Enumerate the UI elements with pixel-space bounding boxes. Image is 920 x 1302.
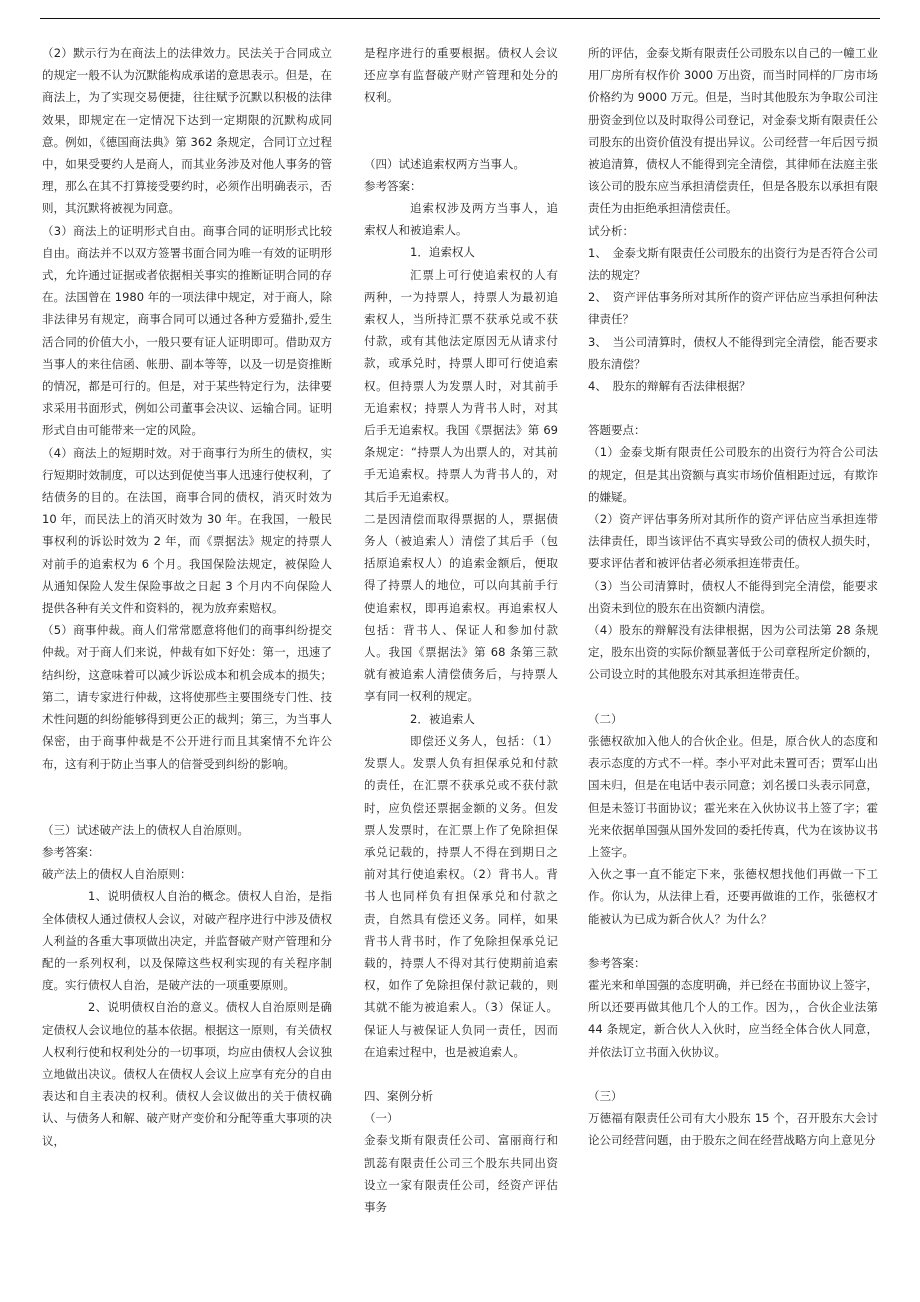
column-middle (364, 42, 558, 1218)
paragraph-case2-answer: 霍光来和单国强的态度明确，并已经在书面协议上签字，所以还要再做其他几个人的工作。因为，，合伙企业法第 44 条规定，新合伙人入伙时，应当经全体合伙人同意，并依法订立书面入伙协议。 (588, 977, 878, 1059)
subheading-recourse-holder: 1．追索权人 (410, 245, 475, 260)
answer-label: 参考答案： (364, 178, 422, 193)
question-item-1: 1、 金泰戈斯有限责任公司股东的出资行为是否符合公司法的规定？ (588, 245, 878, 283)
answer-point-4: （4）股东的辩解没有法律根据，因为公司法第 28 条规定，股东出资的实际价额显著低于公司章程所定价额的，公司设立时的其他股东对其承担连带责任。 (588, 623, 878, 682)
answer-point-2: （2）资产评估事务所对其所作的资产评估应当承担连带法律责任，即当该评估不真实导致公司的债权人损失时，要求评估者和被评估者必须承担连带责任。 (588, 512, 878, 571)
header-rule (40, 18, 880, 19)
answer-label: 参考答案： (588, 955, 646, 970)
case-number-2: （二） (588, 711, 623, 726)
question-heading-creditor-autonomy: （三）试述破产法上的债权人自治原则。 (42, 822, 249, 837)
paragraph-case3-start: 万德福有限责任公司有大小股东 15 个，召开股东大会讨论公司经营问题，由于股东之间在经营战略方向上意见分 (588, 1110, 878, 1148)
question-item-3: 3、 当公司清算时，债权人不能得到完全清偿，能否要求股东清偿？ (588, 334, 878, 371)
paragraph-recourse-holder: 汇票上可行使追索权的人有两种，一为持票人，持票人为最初追索权人，当所持汇票不获承兑或不获付款，或有其他法定原因无从请求付款，或承兑时，持票人即可行使追索权。但持票人为发票人时，对其前手无追索权；持票人为背书人时，对其后手无追索权。我国《票据法》第 69 条规定：“持票人为出票人的，对其前手无追索权。持票人为背书人的，对其后手无追索权。 (364, 267, 558, 504)
paragraph-autonomy-concept: 1、说明债权人自治的概念。债权人自治，是指全体债权人通过债权人会议，对破产程序进行中涉及债权人利益的各重大事项做出决定，并监督破产财产管理和分配的一系列权利，以及保障这些权利实现的有关程序制度。实行债权人自治，是破产法的一项重要原则。 (42, 889, 332, 993)
case-number-3: （三） (588, 1088, 623, 1103)
paragraph-recourse-intro: 追索权涉及两方当事人，追索权人和被追索人。 (364, 201, 558, 238)
column-right (588, 42, 878, 1151)
answer-point-3: （3）当公司清算时，债权人不能得到完全清偿，能要求出资未到位的股东在出资额内清偿。 (588, 578, 878, 615)
subheading-recourse-obligor: 2．被追索人 (410, 711, 475, 726)
paragraph-second-recourse: 二是因清偿而取得票据的人，票据债务人（被追索人）清偿了其后手（包括原追索权人）的追索金额后，便取得了持票人的地位，可以向其前手行使追索权，即再追索权。再追索权人包括：背书人、保证人和参加付款人。我国《票据法》第 68 条第三款就有被追索人清偿债务后，与持票人享有同一权利的规定。 (364, 511, 558, 704)
case-number-1: （一） (364, 1111, 399, 1126)
paragraph-proof-form: （3）商法上的证明形式自由。商事合同的证明形式比较自由。商法并不以双方签署书面合同为唯一有效的证明形式，允许通过证据或者依据相关事实的推断证明合同的存在。法国曾在 1980 年的一项法律中规定，对于商人，除非法律另有规定，商事合同可以通过各种方爱猫扑,爱生活合同的价值大小，一般只要有证人证明即可。借助双方当事人的来往信函、帐册、副本等等，以及一切是资推断的情况，都是可行的。但是，对于某些特定行为，法律要求采用书面形式，例如公司董事会决议、运输合同。证明形式自由可能带来一定的风险。 (42, 223, 332, 438)
section-heading-case-analysis: 四、案例分析 (364, 1088, 433, 1103)
answer-label: 参考答案： (42, 844, 100, 859)
paragraph-continuation: 是程序进行的重要根据。债权人会议还应享有监督破产财产管理和处分的权利。 (364, 46, 558, 105)
paragraph-autonomy-intro: 破产法上的债权人自治原则： (42, 867, 192, 882)
answer-point-1: （1）金泰戈斯有限责任公司股东的出资行为符合公司法的规定，但是其出资额与真实市场价值相距过远，有欺诈的嫌疑。 (588, 445, 878, 504)
paragraph-short-limitation: （4）商法上的短期时效。对于商事行为所生的债权，实行短期时效制度，可以达到促使当事人迅速行使权利，了结债务的目的。在法国，商事合同的债权，消灭时效为 10 年，而民法上的消灭时效为 30 年。在我国，一般民事权利的诉讼时效为 2 年，而《票据法》规定的持票人对前手的追索权为 6 个月。我国保险法规定，被保险人从通知保险人发生保险事故之日起 3 个月内不向保险人提供各种有关文件和资料的，视为放弃索赔权。 (42, 445, 332, 616)
question-item-4: 4、 股东的辩解有否法律根据？ (588, 379, 751, 394)
question-heading-recourse: （四）试述追索权两方当事人。 (364, 156, 525, 171)
paragraph-silence-effect: （2）默示行为在商法上的法律效力。民法关于合同成立的规定一般不认为沉默能构成承诺的意思表示。但是，在商法上，为了实现交易便捷，往往赋予沉默以积极的法律效果，即规定在一定情况下达到一定期限的沉默构成同意。例如，《德国商法典》第 362 条规定，合同订立过程中，如果受要约人是商人，而其业务涉及对他人事务的管理，那么在其不打算接受要约时，必须作出明确表示，否则，其沉默将被视为同意。 (42, 46, 332, 216)
paragraph-arbitration: （5）商事仲裁。商人们常常愿意将他们的商事纠纷提交仲裁。对于商人们来说，仲裁有如下好处：第一，迅速了结纠纷，这意味着可以减少诉讼成本和机会成本的损失；第二，请专家进行仲裁，这将使那些主要围绕专门性、技术性问题的纠纷能够得到更公正的裁判；第三，为当事人保密，由于商事仲裁是不公开进行而且其案情不允许公布，这有利于防止当事人的信誉受到纠纷的影响。 (42, 623, 332, 771)
paragraph-case2-question: 入伙之事一直不能定下来，张德权想找他们再做一下工作。你认为，从法律上看，还要再做谁的工作，张德权才能被认为已成为新合伙人？为什么？ (588, 867, 878, 926)
answer-points-label: 答题要点： (588, 423, 646, 438)
paragraph-case1-cont: 所的评估，金泰戈斯有限责任公司股东以自己的一幢工业用厂房所有权作价 3000 万出资，而当时同样的厂房市场价格约为 9000 万元。但是，当时其他股东为争取公司注册资金到位以及时取得公司登记，对金泰戈斯有限责任公司股东的出资价值没有提出异议。公司经营一年后因亏损被追清算，债权人不能得到完全清偿，其律师在法庭主张该公司的股东应当承担清偿责任，但是各股东以承担有限责任为由拒绝承担清偿责任。 (588, 46, 878, 216)
paragraph-case2: 张德权欲加入他人的合伙企业。但是，原合伙人的态度和表示态度的方式不一样。李小平对此未置可否；贾军山出国未归，但是在电话中表示同意；刘名援口头表示同意，但是未签订书面协议；霍光来在入伙协议书上签了字；霍光来依据单国强从国外发回的委托传真，代为在该协议书上签字。 (588, 733, 878, 859)
analysis-label: 试分析： (588, 223, 634, 238)
question-item-2: 2、 资产评估事务所对其所作的资产评估应当承担何种法律责任？ (588, 290, 878, 327)
paragraph-recourse-obligor: 即偿还义务人，包括：（1）发票人。发票人负有担保承兑和付款的责任，在汇票不获承兑或不获付款时，应负偿还票据金额的义务。但发票人发票时，在汇票上作了免除担保承兑记载的，持票人不得在到期日之前对其行使追索权。（2）背书人。背书人也同样负有担保承兑和付款之责，自然具有偿还义务。同样，如果背书人背书时，作了免除担保承兑记载的，持票人不得对其行使期前追索权，如作了免除担保付款记载的，则其就不能为被追索人。（3）保证人。保证人与被保证人负同一责任，因而在追索过程中，也是被追索人。 (364, 733, 558, 1059)
column-left (42, 42, 332, 1152)
paragraph-autonomy-meaning: 2、说明债权自治的意义。债权人自治原则是确定债权人会议地位的基本依据。根据这一原则，有关债权人权利行使和权利处分的一切事项，均应由债权人会议独立地做出决议。债权人在债权人会议上应享有充分的自由表达和自主表决的权利。债权人会议做出的关于债权确认、与债务人和解、破产财产变价和分配等重大事项的决议， (42, 1000, 332, 1148)
paragraph-case1-start: 金泰戈斯有限责任公司、富丽商行和凯蕊有限责任公司三个股东共同出资设立一家有限责任公司，经资产评估事务 (364, 1133, 558, 1214)
